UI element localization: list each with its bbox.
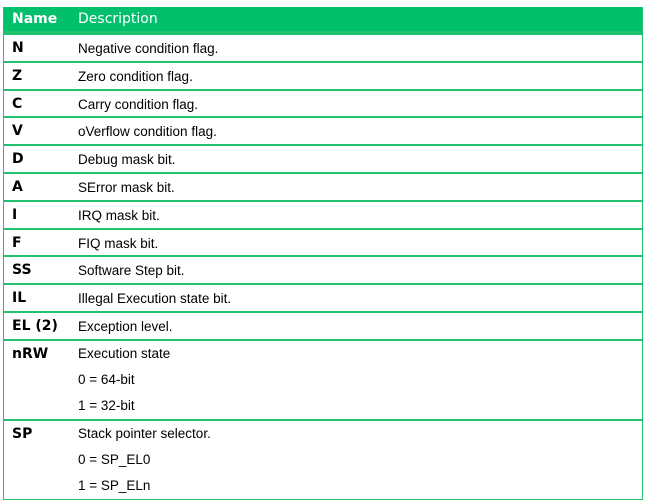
row-description: SError mask bit. (78, 179, 175, 195)
table-row (4, 311, 642, 339)
table-row (4, 228, 642, 256)
row-name: Z (12, 67, 23, 84)
header-name: Name (12, 11, 58, 27)
table-row (4, 144, 642, 172)
row-description: FIQ mask bit. (78, 235, 159, 251)
row-description: Software Step bit. (78, 263, 185, 279)
description-line: Stack pointer selector. (78, 425, 211, 441)
row-description (78, 421, 211, 499)
row-name: A (12, 178, 23, 195)
row-name: N (12, 40, 24, 56)
table-row (4, 419, 642, 499)
table-row (4, 89, 642, 117)
row-name: EL (2) (12, 317, 58, 334)
table-row (4, 255, 642, 283)
row-name: nRW (12, 345, 49, 362)
table-row (4, 172, 642, 200)
table-row (4, 200, 642, 228)
row-name: SP (12, 425, 33, 442)
row-description: Zero condition flag. (78, 68, 193, 84)
row-description: Carry condition flag. (78, 96, 199, 112)
table-row (4, 61, 642, 89)
description-line: 0 = SP_EL0 (78, 451, 151, 467)
description-line: 1 = 32-bit (78, 397, 135, 413)
row-description: oVerflow condition flag. (78, 124, 217, 140)
row-description: Negative condition flag. (78, 41, 219, 56)
row-name: C (12, 95, 23, 112)
row-name: V (12, 123, 23, 140)
description-line: Execution state (78, 345, 171, 361)
row-name: D (12, 151, 24, 168)
table-row (4, 33, 642, 61)
row-name: I (12, 206, 18, 223)
row-description: Debug mask bit. (78, 152, 176, 168)
row-name: SS (12, 262, 32, 279)
table-row (4, 283, 642, 311)
flags-table (3, 7, 643, 500)
row-description: Exception level. (78, 318, 173, 334)
table-row (4, 339, 642, 419)
row-description: Illegal Execution state bit. (78, 291, 232, 307)
table-header (4, 7, 642, 33)
description-line: 0 = 64-bit (78, 371, 135, 387)
row-name: IL (12, 290, 27, 307)
row-name: F (12, 234, 22, 251)
header-description: Description (78, 11, 158, 27)
row-description (78, 341, 170, 419)
row-description: IRQ mask bit. (78, 207, 160, 223)
table-row (4, 116, 642, 144)
description-line: 1 = SP_ELn (78, 477, 151, 493)
